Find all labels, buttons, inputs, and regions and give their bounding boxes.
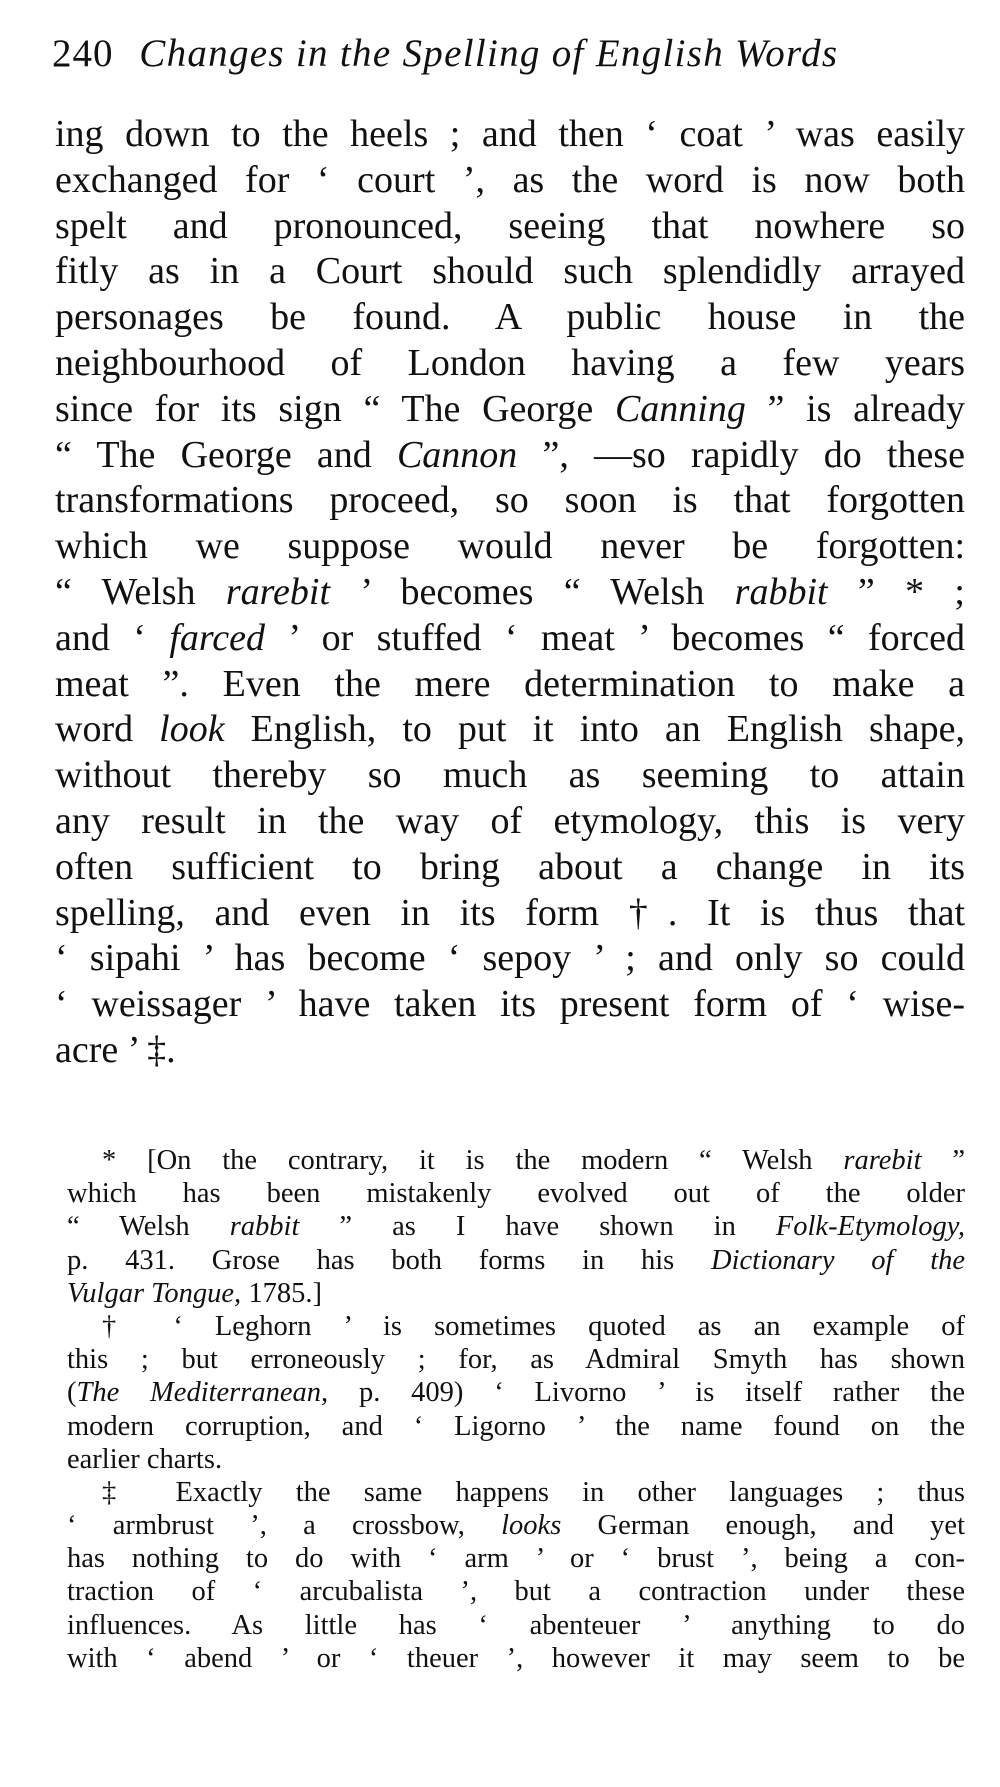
- body-line: [55, 936, 965, 982]
- footnote-line: [67, 1343, 965, 1376]
- body-line: [55, 845, 965, 891]
- text-run: influences. As little has ‘ abenteuer ’ anything to do: [67, 1609, 965, 1641]
- body-line: [55, 204, 965, 250]
- body-line: [55, 1028, 965, 1074]
- italic-text: farced: [169, 616, 265, 659]
- text-run: “ Welsh: [55, 570, 226, 613]
- text-run: any result in the way of etymology, this is very: [55, 799, 965, 842]
- footnote-line: [67, 1575, 965, 1608]
- footnote-line: [67, 1310, 965, 1343]
- text-run: p. 409) ‘ Livorno ’ is itself rather the: [328, 1377, 966, 1409]
- body-line: [55, 707, 965, 753]
- text-run: ’ becomes “ Welsh: [330, 570, 735, 613]
- text-run: with ‘ abend ’ or ‘ theuer ’, however it may seem to be: [67, 1642, 965, 1674]
- body-line: [55, 570, 965, 616]
- footnote-line: [67, 1210, 965, 1243]
- text-run: transformations proceed, so soon is that forgotten: [55, 479, 965, 522]
- body-line: [55, 616, 965, 662]
- running-head: [52, 24, 952, 84]
- footnote-line: [67, 1277, 965, 1310]
- footnote: [67, 1476, 965, 1675]
- footnotes: [67, 1144, 965, 1675]
- body-line: [55, 478, 965, 524]
- italic-text: rabbit: [734, 570, 828, 613]
- text-run: ”, —so rapidly do these: [517, 433, 965, 476]
- footnote: [67, 1310, 965, 1476]
- italic-text: rarebit: [843, 1145, 922, 1176]
- body-text: [55, 112, 965, 1074]
- body-line: [55, 158, 965, 204]
- text-run: word: [55, 708, 160, 751]
- footnote-line: [67, 1476, 965, 1509]
- italic-text: Cannon: [396, 433, 518, 476]
- footnote-line: [67, 1509, 965, 1542]
- body-line: [55, 891, 965, 937]
- text-run: ‘ weissager ’ have taken its present form of ‘ wise-: [55, 983, 965, 1026]
- text-run: ’ or stuffed ‘ meat ’ becomes “ forced: [264, 616, 965, 659]
- footnote-line: [67, 1376, 965, 1409]
- body-line: [55, 799, 965, 845]
- italic-text: rarebit: [225, 570, 331, 613]
- text-run: p. 431. Grose has both forms in his: [67, 1244, 712, 1276]
- text-run: ” * ;: [827, 570, 965, 613]
- footnote-line: [67, 1443, 965, 1476]
- body-line: [55, 249, 965, 295]
- text-run: earlier charts.: [67, 1443, 223, 1475]
- body-line: [55, 433, 965, 479]
- text-run: this ; but erroneously ; for, as Admiral Smyth has shown: [67, 1344, 965, 1376]
- page-number: 240: [52, 32, 114, 75]
- text-run: ” as I have shown in: [299, 1211, 776, 1243]
- text-run: has nothing to do with ‘ arm ’ or ‘ brust ’, being a con-: [67, 1543, 965, 1575]
- footnote-line: [67, 1244, 965, 1277]
- body-line: [55, 662, 965, 708]
- text-run: without thereby so much as seeming to attain: [55, 754, 965, 797]
- body-line: [55, 341, 965, 387]
- text-run: “ Welsh: [67, 1211, 230, 1243]
- text-run: meat ”. Even the mere determination to make a: [55, 662, 965, 705]
- italic-text: Canning: [614, 387, 746, 430]
- text-run: ‡ Exactly the same happens in other languages ; thus: [102, 1476, 965, 1508]
- italic-text: rabbit: [229, 1211, 300, 1243]
- footnote: [67, 1144, 965, 1310]
- text-run: and ‘: [55, 616, 170, 659]
- footnote-line: [67, 1410, 965, 1443]
- text-run: neighbourhood of London having a few years: [55, 341, 965, 384]
- text-run: acre ’ ‡.: [55, 1028, 176, 1071]
- italic-text: The Mediterranean,: [76, 1377, 329, 1409]
- body-line: [55, 295, 965, 341]
- text-run: ‘ armbrust ’, a crossbow,: [67, 1510, 502, 1542]
- text-run: ” is already: [745, 387, 965, 430]
- text-run: since for its sign “ The George: [55, 387, 615, 430]
- text-run: fitly as in a Court should such splendidly arrayed: [55, 250, 965, 293]
- body-line: [55, 982, 965, 1028]
- footnote-line: [67, 1144, 965, 1177]
- body-line: [55, 387, 965, 433]
- text-run: which we suppose would never be forgotten:: [55, 525, 965, 568]
- footnote-line: [67, 1609, 965, 1642]
- text-run: ing down to the heels ; and then ‘ coat ’ was easily: [55, 113, 965, 155]
- text-run: exchanged for ‘ court ’, as the word is now both: [55, 158, 965, 201]
- body-line: [55, 112, 965, 158]
- text-run: modern corruption, and ‘ Ligorno ’ the name found on the: [67, 1410, 965, 1442]
- text-run: German enough, and yet: [561, 1510, 965, 1542]
- italic-text: Vulgar Tongue,: [67, 1277, 242, 1309]
- italic-text: Dictionary of the: [711, 1244, 966, 1276]
- footnote-line: [67, 1542, 965, 1575]
- italic-text: looks: [501, 1510, 562, 1542]
- body-line: [55, 524, 965, 570]
- text-run: † ‘ Leghorn ’ is sometimes quoted as an example of: [102, 1310, 965, 1342]
- text-run: “ The George and: [55, 433, 397, 476]
- text-run: * [On the contrary, it is the modern “ Welsh: [102, 1145, 844, 1176]
- footnote-line: [67, 1177, 965, 1210]
- text-run: personages be found. A public house in the: [55, 296, 965, 339]
- italic-text: Folk-Etymology,: [775, 1211, 965, 1243]
- text-run: often sufficient to bring about a change in its: [55, 845, 965, 888]
- text-run: ”: [921, 1145, 966, 1176]
- footnote-line: [67, 1642, 965, 1675]
- running-title: Changes in the Spelling of English Words: [139, 32, 839, 75]
- text-run: English, to put it into an English shape,: [224, 708, 965, 751]
- text-run: spelt and pronounced, seeing that nowhere so: [55, 204, 965, 247]
- text-run: which has been mistakenly evolved out of the older: [67, 1178, 965, 1210]
- text-run: (: [67, 1377, 77, 1409]
- italic-text: look: [159, 708, 225, 751]
- text-run: ‘ sipahi ’ has become ‘ sepoy ’ ; and only so could: [55, 937, 965, 980]
- text-run: traction of ‘ arcubalista ’, but a contraction under these: [67, 1576, 965, 1608]
- text-run: spelling, and even in its form †. It is thus that: [55, 891, 965, 934]
- text-run: 1785.]: [241, 1277, 322, 1309]
- body-line: [55, 753, 965, 799]
